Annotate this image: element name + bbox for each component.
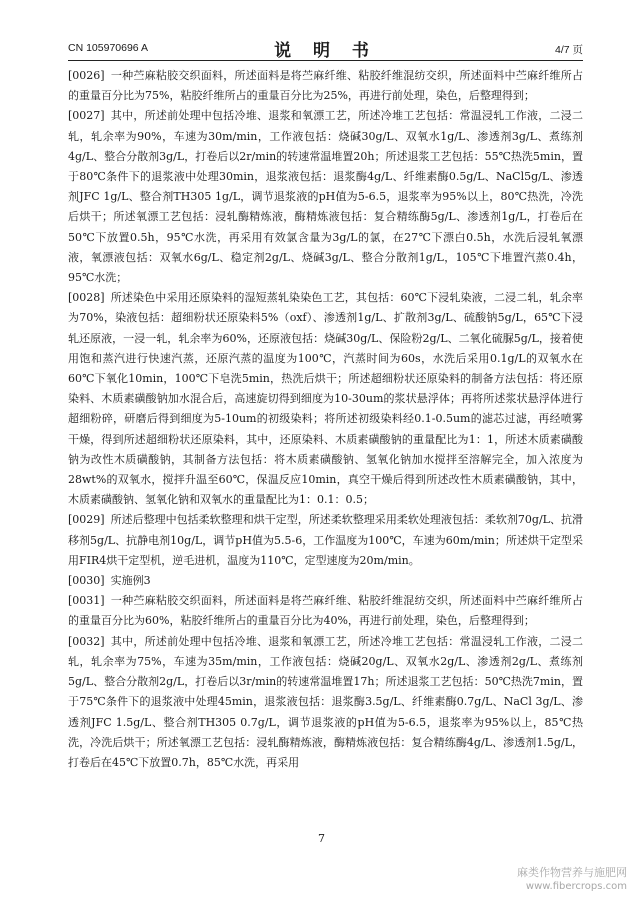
paragraph-number: [0030] — [68, 574, 105, 588]
paragraph-0027 — [68, 106, 583, 288]
patent-number: CN 105970696 A — [68, 42, 148, 54]
paragraph-number: [0028] — [68, 291, 105, 305]
paragraph-0026 — [68, 66, 583, 106]
paragraph-text: 所述后整理中包括柔软整理和烘干定型，所述柔软整理采用柔软处理液包括：柔软剂70g/L、抗滑移剂5g/L、抗静电剂10g/L，调节pH值为5.5-6，工作温度为100℃，车速为60m/min；所述烘干定型采用FIR4烘干定型机，逆毛进机，温度为110℃，定型速度为20m/min。 — [68, 513, 583, 567]
paragraph-number: [0031] — [68, 594, 105, 608]
section-heading: 实施例3 — [110, 574, 151, 588]
document-body — [68, 66, 583, 773]
paragraph-text: 一种苎麻粘胶交织面料，所述面料是将苎麻纤维、粘胶纤维混纺交织，所述面料中苎麻纤维所占的重量百分比为60%，粘胶纤维所占的重量百分比为40%，再进行前处理，染色，后整理得到； — [68, 594, 583, 628]
page-indicator: 4/7 页 — [554, 44, 583, 56]
paragraph-text: 一种苎麻粘胶交织面料，所述面料是将苎麻纤维、粘胶纤维混纺交织，所述面料中苎麻纤维所占的重量百分比为75%，粘胶纤维所占的重量百分比为25%，再进行前处理，染色，后整理得到； — [68, 69, 583, 103]
paragraph-number: [0029] — [68, 513, 105, 527]
paragraph-0031 — [68, 591, 583, 631]
watermark-site-name: 麻类作物营养与施肥网 — [517, 866, 627, 879]
paragraph-0028 — [68, 288, 583, 510]
paragraph-0030 — [68, 571, 583, 591]
paragraph-text: 其中，所述前处理中包括冷堆、退浆和氧漂工艺，所述冷堆工艺包括：常温浸轧工作液，二浸二轧，轧余率为75%，车速为35m/min，工作液包括：烧碱20g/L、双氧水2g/L、渗透剂2g/L、煮练剂5g/L、整合分散剂2g/L，打卷后以3r/min的转速常温堆置17h；所述退浆工艺包括：50℃热洗7min，置于75℃条件下的退浆液中处理45min，退浆液包括：退浆酶3.5g/L、纤维素酶0.7g/L、NaCl 3g/L、渗透剂JFC 1.5g/L、整合剂TH305 0.7g/L，调节退浆液的pH值为5-6.5，退浆率为95%以上，85℃热洗，冷洗后烘干；所述氧漂工艺包括：浸轧酶精炼液，酶精炼液包括：复合精练酶4g/L、渗透剂1.5g/L，打卷后在45℃下放置0.7h，85℃水洗，再采用 — [68, 634, 583, 769]
watermark-url: www.fibercrops.com — [525, 881, 627, 892]
header-rule — [68, 60, 583, 61]
paragraph-text: 其中，所述前处理中包括冷堆、退浆和氧漂工艺，所述冷堆工艺包括：常温浸轧工作液，二浸二轧，轧余率为90%，车速为30m/min，工作液包括：烧碱30g/L、双氧水1g/L、渗透剂3g/L、煮练剂4g/L、整合分散剂3g/L，打卷后以2r/min的转速常温堆置20h；所述退浆工艺包括：55℃热洗5min，置于80℃条件下的退浆液中处理30min，退浆液包括：退浆酶4g/L、纤维素酶0.5g/L、NaCl5g/L、渗透剂JFC 1g/L、整合剂TH305 1g/L，调节退浆液的pH值为5-6.5，退浆率为95%以上，80℃热洗，冷洗后烘干；所述氧漂工艺包括：浸轧酶精炼液，酶精炼液包括：复合精练酶5g/L、渗透剂1g/L，打卷后在50℃下放置0.5h，95℃水洗，再采用有效氯含量为3g/L的氯，在27℃下漂白0.5h，水洗后浸轧氧漂液，氧漂液包括：双氧水6g/L、稳定剂2g/L、烧碱3g/L、整合分散剂1g/L，105℃下堆置汽蒸0.4h，95℃水洗； — [68, 109, 583, 285]
watermark — [517, 866, 627, 894]
page-number: 7 — [318, 832, 325, 845]
page-header — [68, 36, 583, 61]
paragraph-0029 — [68, 510, 583, 571]
paragraph-text: 所述染色中采用还原染料的湿短蒸轧染染色工艺，其包括：60℃下浸轧染液，二浸二轧，轧余率为70%，染液包括：超细粉状还原染料5%（oxf）、渗透剂1g/L、扩散剂3g/L、硫酸钠5g/L，65℃下浸轧还原液，一浸一轧，轧余率为60%，还原液包括：烧碱30g/L、保险粉2g/L、二氧化硫脲5g/L，接着使用饱和蒸汽进行快速汽蒸，还原汽蒸的温度为100℃，汽蒸时间为60s，水洗后采用0.1g/L的双氧水在60℃下氧化10min，100℃下皂洗5min，热洗后烘干；所述超细粉状还原染料的制备方法包括：将还原染料、木质素磺酸钠加水混合后，高速旋切得到细度为10-30um的浆状悬浮体；再将所述浆状悬浮体进行超细粉碎，研磨后得到细度为5-10um的初级染料；将所述初级染料经0.1-0.5um的滤芯过滤，再经喷雾干燥，得到所述超细粉状还原染料，其中，还原染料、木质素磺酸钠的重量配比为1：1，所述木质素磺酸钠为改性木质磺酸钠，其制备方法包括：将木质素磺酸钠、氢氧化钠加水搅拌至溶解完全，加入浓度为28wt%的双氧水，搅拌升温至60℃，保温反应10min，真空干燥后得到所述改性木质素磺酸钠，其中，木质素磺酸钠、氢氧化钠和双氧水的重量配比为1：0.1：0.5； — [68, 291, 583, 507]
paragraph-number: [0027] — [68, 109, 105, 123]
paragraph-number: [0032] — [68, 634, 105, 648]
document-title: 说 明 书 — [274, 41, 377, 61]
paragraph-0032 — [68, 632, 583, 773]
paragraph-number: [0026] — [68, 69, 105, 82]
